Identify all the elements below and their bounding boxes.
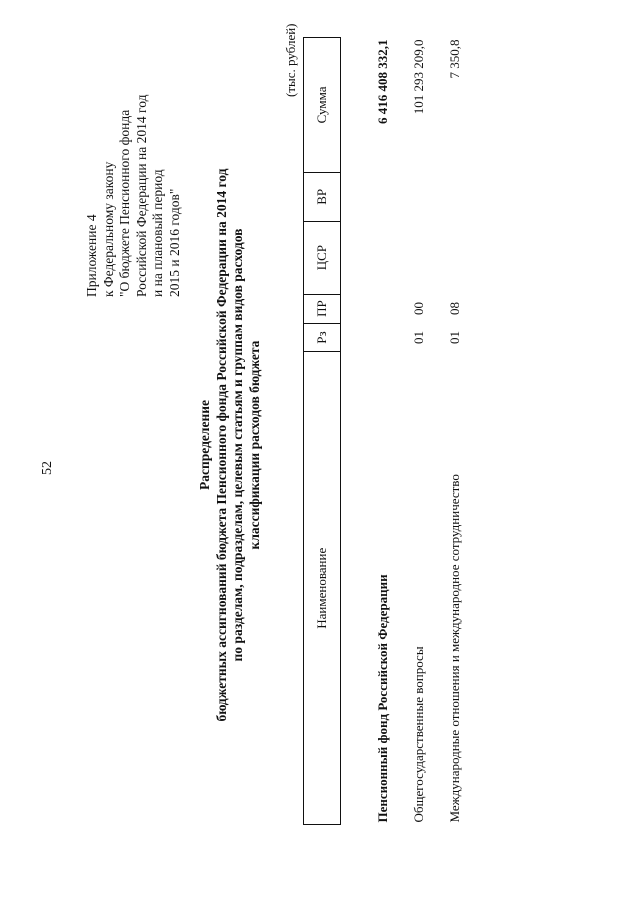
header-csr: ЦСР — [304, 221, 341, 294]
row-pr — [341, 294, 392, 323]
row-rz: 01 — [447, 331, 462, 345]
appendix-line: к Федеральному закону — [100, 161, 116, 297]
header-pr: ПР — [304, 294, 341, 323]
page-number: 52 — [40, 461, 55, 475]
row-name: Международные отношения и международное сотрудничество — [447, 474, 462, 823]
title-line: классификации расходов бюджета — [246, 340, 262, 550]
header-sum: Сумма — [304, 38, 341, 173]
header-name: Наименование — [304, 352, 341, 825]
row-rz: 01 — [411, 331, 426, 345]
header-rz: Рз — [304, 323, 341, 352]
appendix-line: и на плановый период — [150, 169, 165, 297]
appendix-line: Российской Федерации на 2014 год — [133, 94, 149, 297]
header-vr: ВР — [304, 172, 341, 221]
title-line: Распределение — [197, 399, 212, 491]
table-row — [341, 38, 392, 825]
row-pr: 00 — [411, 302, 426, 316]
row-sum: 7 350,8 — [447, 39, 462, 79]
units-label: (тыс. рублей) — [283, 23, 298, 97]
document-title — [197, 145, 263, 745]
appendix-note — [84, 95, 183, 297]
appendix-line: 2015 и 2016 годов" — [166, 188, 182, 297]
row-name: Общегосударственные вопросы — [411, 646, 426, 823]
row-sum: 101 293 209,0 — [411, 39, 426, 115]
row-vr — [391, 172, 427, 221]
appendix-line: "О бюджете Пенсионного фонда — [117, 109, 132, 297]
title-line: по разделам, подразделам, целевым статьям и группам видов расходов — [230, 228, 245, 662]
appendix-line: Приложение 4 — [84, 214, 99, 297]
table-row — [391, 38, 427, 825]
table-header-row — [304, 38, 341, 825]
row-vr — [341, 172, 392, 221]
budget-table — [303, 37, 463, 825]
row-sum: 6 416 408 332,1 — [375, 39, 390, 124]
row-name: Пенсионный фонд Российской Федерации — [375, 574, 390, 823]
table-row — [427, 38, 463, 825]
row-csr — [341, 221, 392, 294]
row-csr — [427, 221, 463, 294]
row-vr — [427, 172, 463, 221]
row-rz — [341, 323, 392, 352]
row-csr — [391, 221, 427, 294]
title-line: бюджетных ассигнований бюджета Пенсионного фонда Российской Федерации на 2014 год — [213, 168, 229, 722]
row-pr: 08 — [447, 302, 462, 316]
